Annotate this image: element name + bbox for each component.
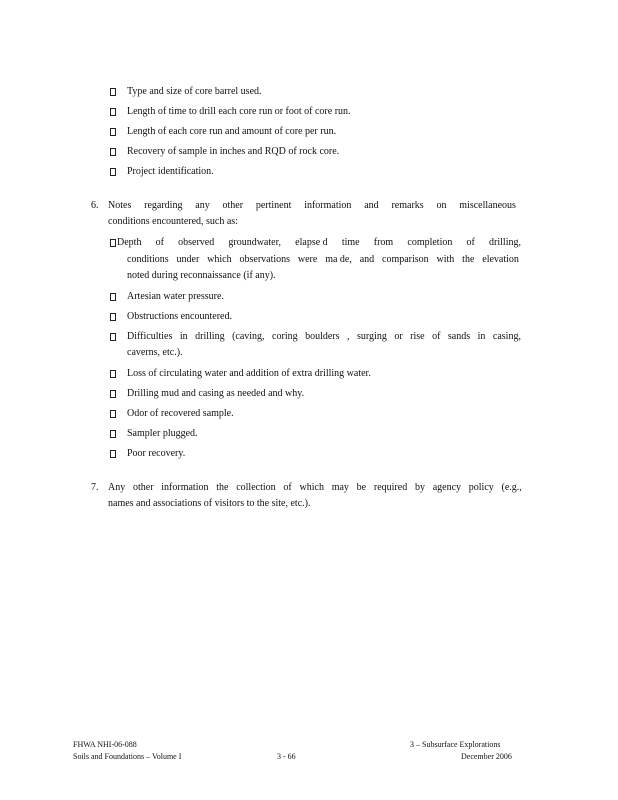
- item-number: 6.: [91, 200, 99, 211]
- word: Difficulties: [127, 331, 173, 342]
- list-item: Sampler plugged.: [127, 428, 198, 439]
- page-number: 3 - 66: [277, 752, 296, 761]
- item-6-line-2: conditions encountered, such as:: [108, 216, 238, 227]
- bullet-icon: [110, 293, 116, 301]
- item-7-line-1: [108, 482, 522, 494]
- word: surging: [357, 331, 387, 342]
- word: the: [216, 482, 229, 493]
- bullet-icon: [110, 410, 116, 418]
- word: other: [222, 200, 244, 211]
- word: coring: [272, 331, 298, 342]
- word: elevation: [482, 254, 519, 265]
- word: drilling: [195, 331, 225, 342]
- word: the: [462, 254, 475, 265]
- word: by: [414, 482, 425, 493]
- word: under: [176, 254, 200, 265]
- list-item: Poor recovery.: [127, 448, 186, 459]
- footer-date: December 2006: [461, 752, 512, 761]
- word: elapse d: [295, 237, 328, 248]
- word: or: [394, 331, 403, 342]
- word: of: [432, 331, 441, 342]
- word: were: [297, 254, 318, 265]
- word: of: [283, 482, 292, 493]
- word: sands: [447, 331, 471, 342]
- word: may: [331, 482, 349, 493]
- word: any: [195, 200, 210, 211]
- footer-doc-id: FHWA NHI-06-088: [73, 740, 137, 749]
- word: which: [299, 482, 324, 493]
- word: completion: [407, 237, 453, 248]
- bullet-icon: [110, 450, 116, 458]
- item-number: 7.: [91, 482, 99, 493]
- word: (caving,: [232, 331, 265, 342]
- word: rise: [410, 331, 425, 342]
- list-item: Obstructions encountered.: [127, 311, 232, 322]
- bullet-icon: [110, 108, 116, 116]
- word: Notes: [108, 200, 132, 211]
- word: miscellaneous: [459, 200, 516, 211]
- word: ma de,: [325, 254, 352, 265]
- list-item: Project identification.: [127, 166, 214, 177]
- depth-line-3: noted during reconnaissance (if any).: [127, 270, 276, 281]
- word: of: [466, 237, 475, 248]
- word: observations: [239, 254, 291, 265]
- list-item: Type and size of core barrel used.: [127, 86, 262, 97]
- bullet-icon: [110, 333, 116, 341]
- depth-line-1: [117, 237, 521, 249]
- word: other: [132, 482, 154, 493]
- bullet-icon: [110, 390, 116, 398]
- word: information: [161, 482, 209, 493]
- footer-chapter: 3 – Subsurface Explorations: [410, 740, 501, 749]
- depth-line-2: [127, 254, 519, 266]
- word: time: [341, 237, 360, 248]
- list-item: Loss of circulating water and addition of extra drilling water.: [127, 368, 371, 379]
- bullet-icon: [110, 370, 116, 378]
- word: information: [304, 200, 352, 211]
- bullet-icon: [110, 88, 116, 96]
- word: of: [155, 237, 164, 248]
- word: be: [356, 482, 367, 493]
- difficulties-line-1: [127, 331, 521, 343]
- word: and: [359, 254, 375, 265]
- bullet-icon: [110, 313, 116, 321]
- bullet-icon: [110, 430, 116, 438]
- list-item: Artesian water pressure.: [127, 291, 224, 302]
- list-item: Length of each core run and amount of core per run.: [127, 126, 337, 137]
- footer-doc-title: Soils and Foundations – Volume I: [73, 752, 182, 761]
- list-item: Recovery of sample in inches and RQD of rock core.: [127, 146, 340, 157]
- word: observed: [178, 237, 215, 248]
- bullet-icon: [110, 148, 116, 156]
- bullet-icon: [110, 128, 116, 136]
- bullet-icon: [110, 239, 116, 247]
- item-6-line-1: [108, 200, 516, 212]
- word: Any: [108, 482, 126, 493]
- list-item: Length of time to drill each core run or foot of core run.: [127, 106, 351, 117]
- word: drilling,: [489, 237, 521, 248]
- word: (e.g.,: [501, 482, 522, 493]
- word: from: [373, 237, 394, 248]
- word: remarks: [391, 200, 424, 211]
- word: in: [179, 331, 188, 342]
- word: agency: [432, 482, 462, 493]
- word: conditions: [127, 254, 169, 265]
- word: casing,: [492, 331, 521, 342]
- list-item: Odor of recovered sample.: [127, 408, 234, 419]
- list-item: Drilling mud and casing as needed and why.: [127, 388, 305, 399]
- word: and: [364, 200, 379, 211]
- word: Depth: [117, 237, 142, 248]
- word: on: [436, 200, 447, 211]
- word: policy: [468, 482, 494, 493]
- word: with: [436, 254, 455, 265]
- difficulties-line-2: caverns, etc.).: [127, 347, 183, 358]
- item-7-line-2: names and associations of visitors to the site, etc.).: [108, 498, 311, 509]
- word: groundwater,: [228, 237, 282, 248]
- word: comparison: [382, 254, 429, 265]
- word: ,: [347, 331, 350, 342]
- bullet-icon: [110, 168, 116, 176]
- word: boulders: [305, 331, 340, 342]
- word: required: [373, 482, 408, 493]
- word: regarding: [144, 200, 183, 211]
- word: collection: [236, 482, 276, 493]
- word: in: [477, 331, 486, 342]
- word: pertinent: [255, 200, 292, 211]
- word: which: [207, 254, 232, 265]
